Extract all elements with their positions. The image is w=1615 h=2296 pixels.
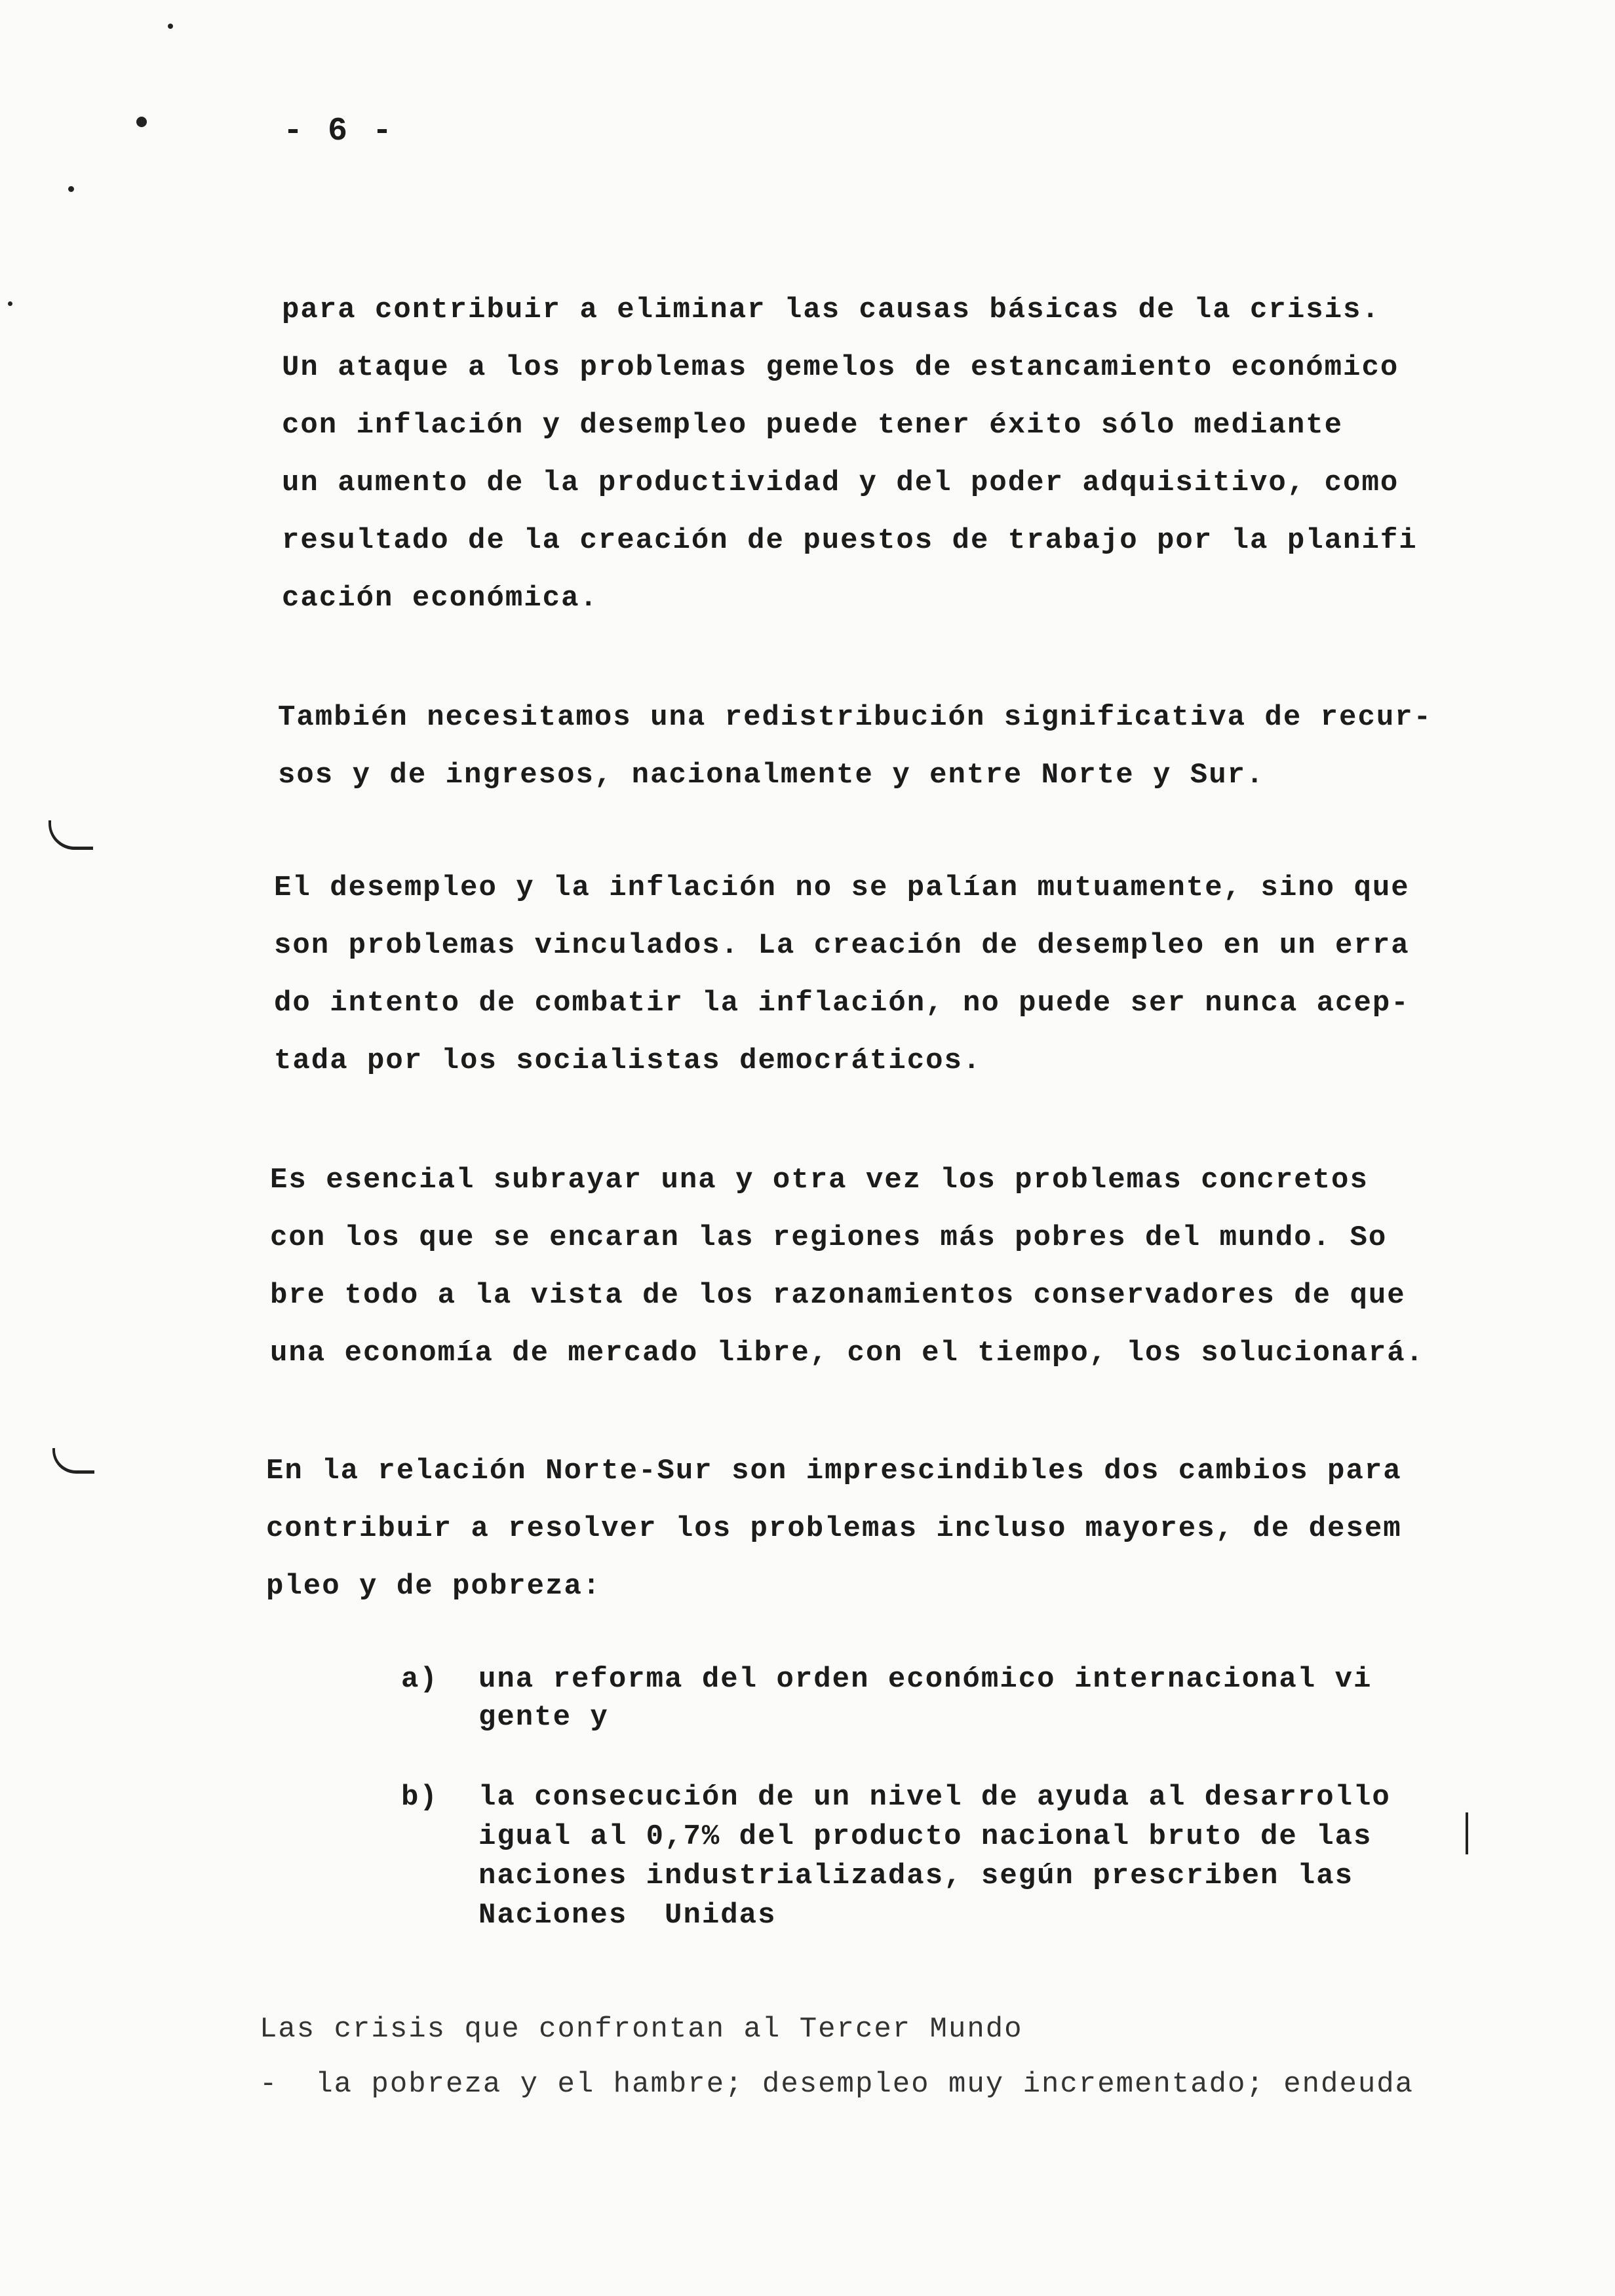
text-line: una economía de mercado libre, con el tiempo, los solucionará.	[270, 1337, 1425, 1369]
text-line: para contribuir a eliminar las causas básicas de la crisis.	[282, 294, 1380, 326]
scan-speck	[136, 117, 147, 127]
punch-hole-mark	[49, 820, 93, 850]
scan-speck	[68, 186, 74, 192]
text-line: una reforma del orden económico internacional vi	[478, 1663, 1372, 1696]
scan-speck	[8, 301, 12, 306]
paragraph	[274, 871, 1410, 1077]
paragraph	[270, 1164, 1425, 1369]
text-line: pleo y de pobreza:	[266, 1570, 602, 1603]
punch-hole-mark	[52, 1448, 94, 1474]
text-line: un aumento de la productividad y del poder adquisitivo, como	[282, 467, 1399, 499]
section-heading: Las crisis que confrontan al Tercer Mundo	[260, 2013, 1023, 2046]
text-line: naciones industrializadas, según prescriben las	[478, 1860, 1354, 1892]
text-line: con inflación y desempleo puede tener éxito sólo mediante	[282, 409, 1344, 442]
text-line: do intento de combatir la inflación, no puede ser nunca acep-	[274, 987, 1410, 1020]
text-line: con los que se encaran las regiones más pobres del mundo. So	[270, 1221, 1388, 1254]
page-number: - 6 -	[283, 113, 395, 150]
margin-bracket	[1466, 1812, 1471, 1854]
list-item-label: a)	[401, 1663, 438, 1696]
text-line: En la relación Norte-Sur son imprescindibles dos cambios para	[266, 1455, 1402, 1487]
text-line: sos y de ingresos, nacionalmente y entre Norte y Sur.	[278, 759, 1265, 792]
text-line: El desempleo y la inflación no se palían mutuamente, sino que	[274, 871, 1410, 904]
text-line: igual al 0,7% del producto nacional bruto de las	[478, 1820, 1372, 1853]
scan-speck	[168, 24, 173, 29]
text-line: bre todo a la vista de los razonamientos conservadores de que	[270, 1279, 1406, 1312]
text-line: También necesitamos una redistribución significativa de recur-	[278, 701, 1433, 734]
list-item-label: b)	[401, 1781, 438, 1814]
bullet-line: - la pobreza y el hambre; desempleo muy incrementado; endeuda	[260, 2068, 1414, 2101]
paragraph	[282, 294, 1418, 615]
text-line: la consecución de un nivel de ayuda al desarrollo	[478, 1781, 1391, 1814]
text-line: gente y	[478, 1701, 609, 1734]
paragraph	[278, 701, 1433, 832]
text-line: cación económica.	[282, 582, 598, 615]
text-line: son problemas vinculados. La creación de desempleo en un erra	[274, 929, 1410, 962]
text-line: Es esencial subrayar una y otra vez los problemas concretos	[270, 1164, 1369, 1196]
list-item	[401, 1781, 1391, 2010]
paragraph	[266, 1455, 1402, 1618]
text-line: resultado de la creación de puestos de trabajo por la planifi	[282, 524, 1418, 557]
text-line: contribuir a resolver los problemas incluso mayores, de desem	[266, 1512, 1402, 1545]
text-line: Naciones Unidas	[478, 1899, 777, 1932]
text-line: Un ataque a los problemas gemelos de estancamiento económico	[282, 351, 1399, 384]
closing-section	[260, 2013, 1414, 2144]
text-line: tada por los socialistas democráticos.	[274, 1044, 982, 1077]
